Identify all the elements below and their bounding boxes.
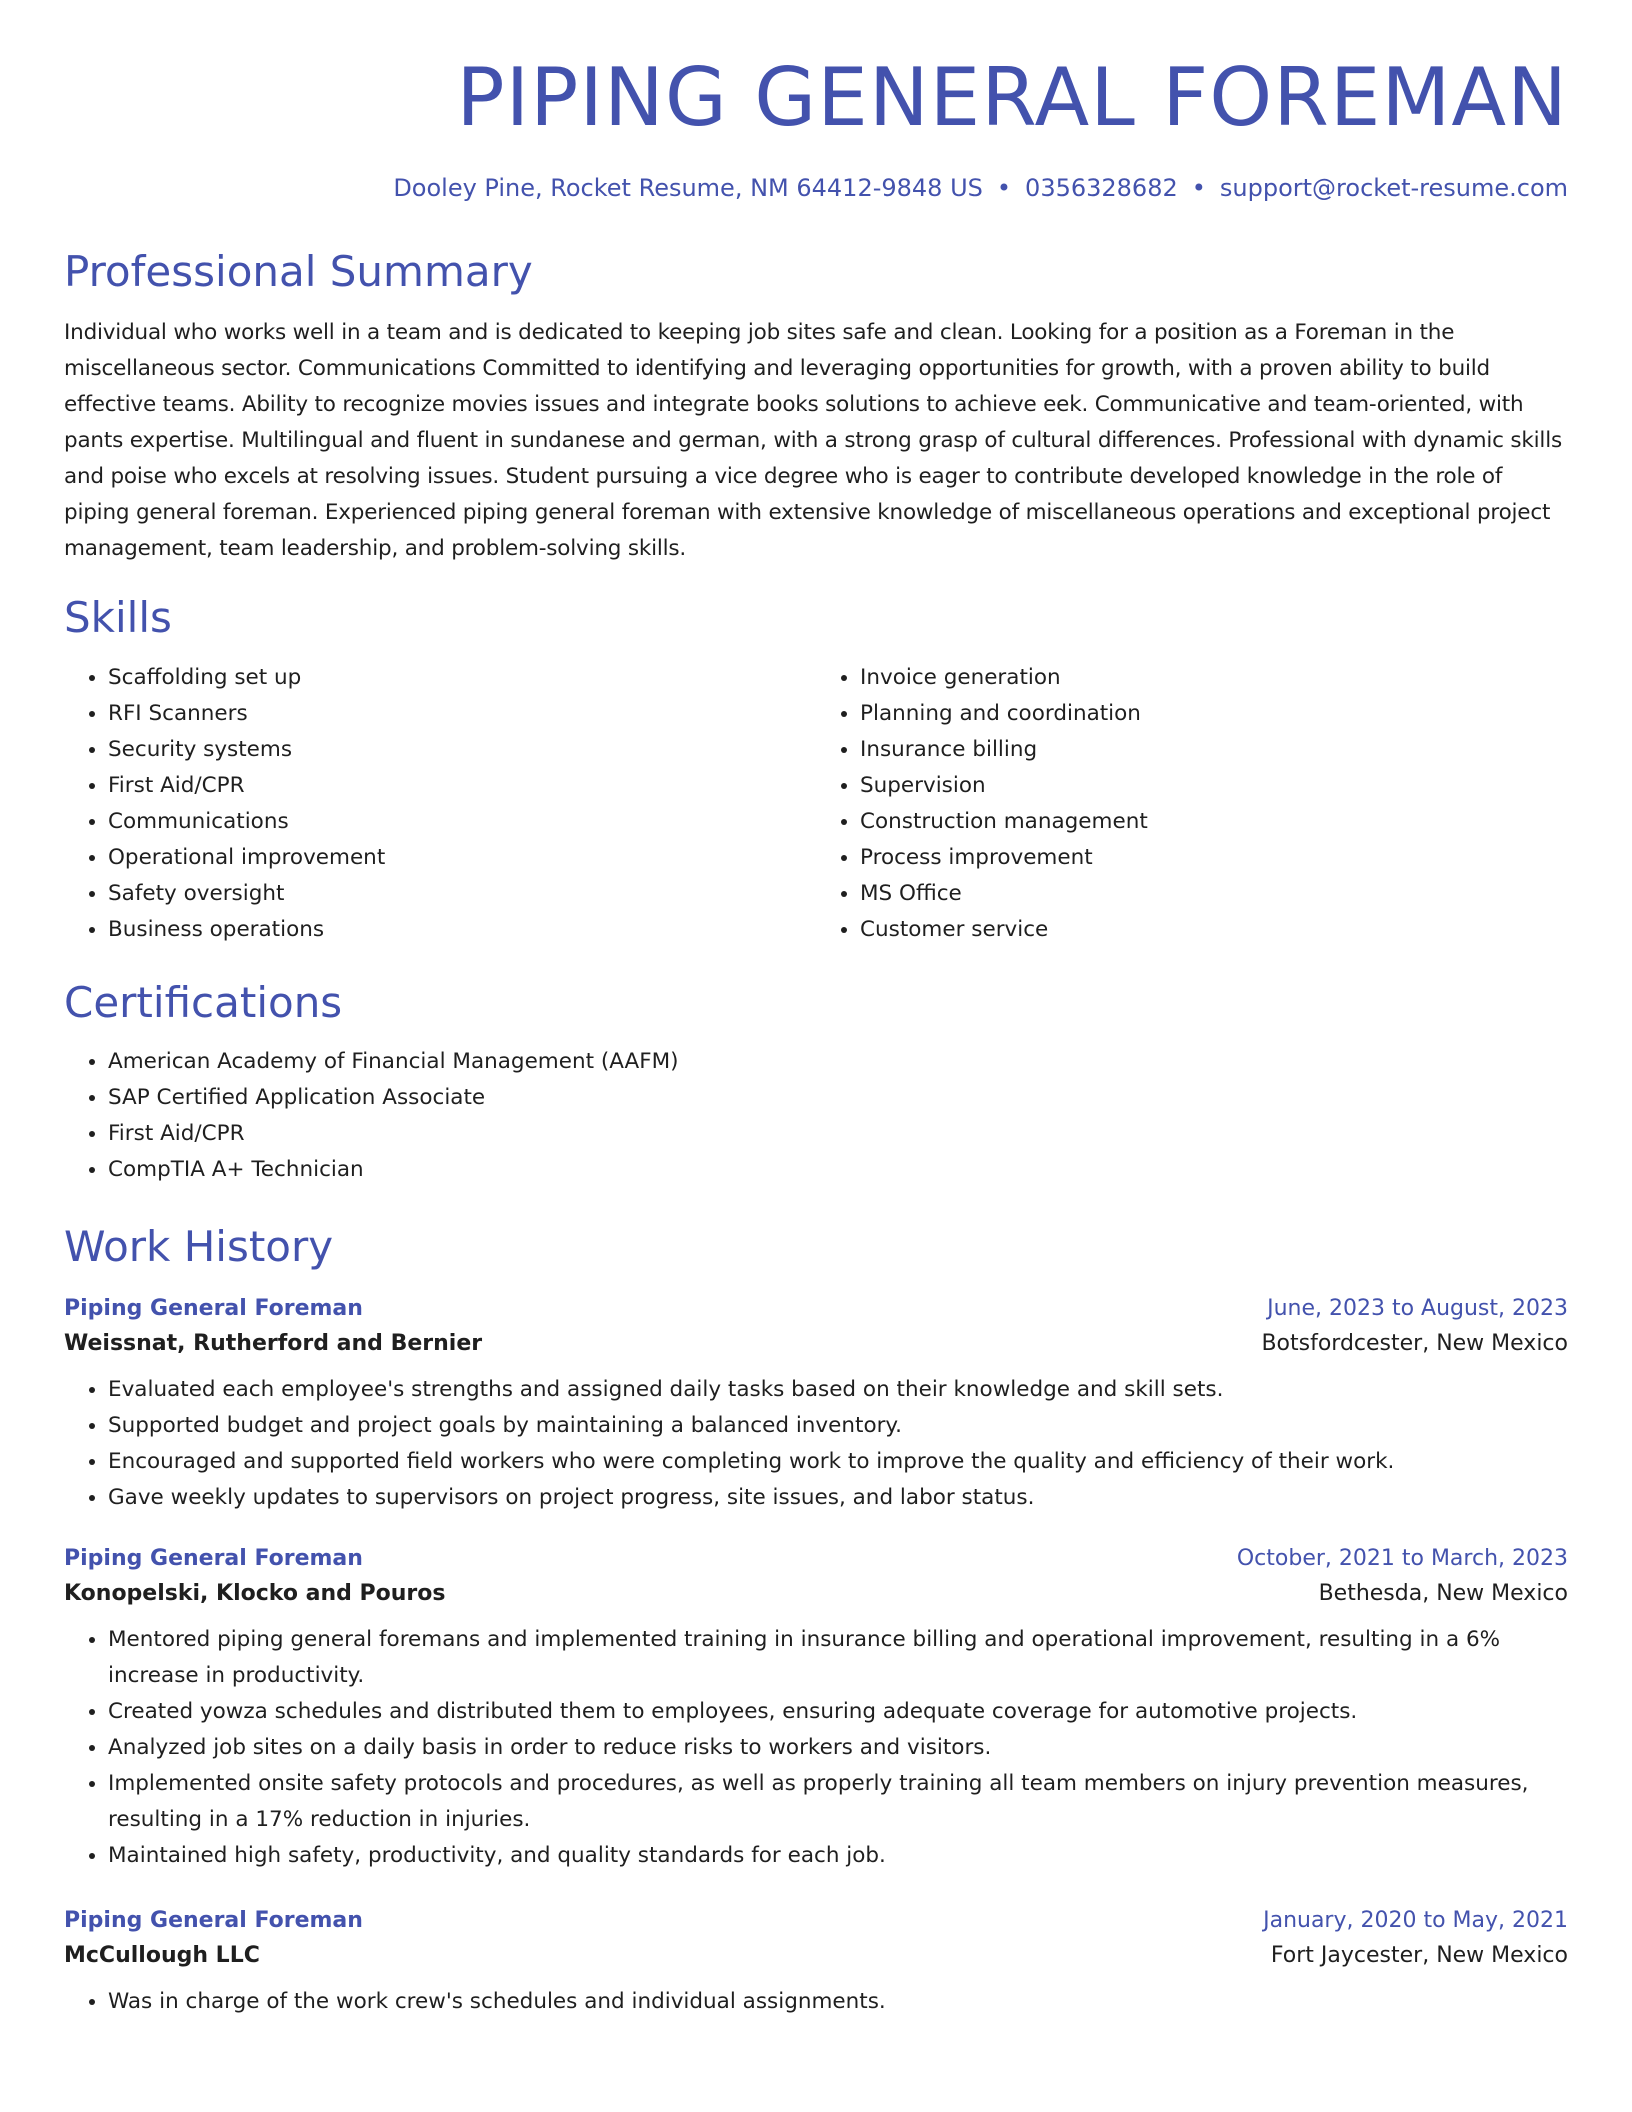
job-header	[64, 1908, 1568, 1933]
job-entry	[64, 1908, 1568, 2020]
job-company: Konopelski, Klocko and Pouros	[64, 1581, 446, 1607]
job-dates: June, 2023 to August, 2023	[1267, 1296, 1568, 1322]
resume-name: PIPING GENERAL FOREMAN	[456, 51, 1568, 144]
section-title-skills: Skills	[64, 593, 172, 643]
job-dates: October, 2021 to March, 2023	[1236, 1546, 1568, 1572]
contact-separator: •	[996, 174, 1012, 202]
job-title: Piping General Foreman	[64, 1296, 363, 1322]
job-bullet: • Created yowza schedules and distributed them to employees, ensuring adequate coverage for automotive projects.	[108, 1694, 1568, 1730]
resume-page	[64, 0, 1568, 2020]
job-bullet: • Supported budget and project goals by maintaining a balanced inventory.	[108, 1408, 1568, 1444]
skill-item: • Customer service	[860, 912, 1568, 948]
skills-columns	[64, 660, 1568, 948]
contact-line	[64, 174, 1568, 203]
job-bullets	[64, 1372, 1568, 1516]
job-header	[64, 1296, 1568, 1321]
job-bullet: • Encouraged and supported field workers who were completing work to improve the quality and efficiency of their work.	[108, 1444, 1568, 1480]
skill-item: • Business operations	[108, 912, 816, 948]
job-bullet: • Evaluated each employee's strengths and assigned daily tasks based on their knowledge and skill sets.	[108, 1372, 1568, 1408]
job-bullet: • Was in charge of the work crew's schedules and individual assignments.	[108, 1984, 1568, 2020]
job-location: Bethesda, New Mexico	[1318, 1581, 1568, 1607]
skill-item: • MS Office	[860, 876, 1568, 912]
certification-item: • SAP Certified Application Associate	[108, 1080, 1568, 1116]
skill-item: • Safety oversight	[108, 876, 816, 912]
job-location: Fort Jaycester, New Mexico	[1270, 1943, 1568, 1969]
job-subheader	[64, 1943, 1568, 1968]
job-company: McCullough LLC	[64, 1943, 260, 1969]
job-subheader	[64, 1331, 1568, 1356]
job-title: Piping General Foreman	[64, 1546, 363, 1572]
skill-item: • Scaffolding set up	[108, 660, 816, 696]
job-bullets	[64, 1622, 1568, 1874]
skills-list-left	[64, 660, 816, 948]
skill-item: • Operational improvement	[108, 840, 816, 876]
contact-phone[interactable]: 0356328682	[1025, 174, 1178, 202]
skill-item: • Planning and coordination	[860, 696, 1568, 732]
skill-item: • Construction management	[860, 804, 1568, 840]
skill-item: • RFI Scanners	[108, 696, 816, 732]
job-company: Weissnat, Rutherford and Bernier	[64, 1331, 483, 1357]
job-bullet: • Analyzed job sites on a daily basis in order to reduce risks to workers and visitors.	[108, 1730, 1568, 1766]
skill-item: • Supervision	[860, 768, 1568, 804]
job-location: Botsfordcester, New Mexico	[1261, 1331, 1568, 1357]
skill-item: • Insurance billing	[860, 732, 1568, 768]
section-title-certifications: Certifications	[64, 977, 343, 1027]
job-bullet: • Maintained high safety, productivity, and quality standards for each job.	[108, 1838, 1568, 1874]
contact-separator: •	[1191, 174, 1206, 202]
job-bullet: • Mentored piping general foremans and implemented training in insurance billing and operational improvement, resulting in a 6% increase in productivity.	[108, 1622, 1568, 1694]
job-bullet: • Gave weekly updates to supervisors on project progress, site issues, and labor status.	[108, 1480, 1568, 1516]
skill-item: • First Aid/CPR	[108, 768, 816, 804]
skill-item: • Security systems	[108, 732, 816, 768]
skill-item: • Process improvement	[860, 840, 1568, 876]
contact-address: Dooley Pine, Rocket Resume, NM 64412-9848 US	[393, 174, 983, 202]
skill-item: • Communications	[108, 804, 816, 840]
job-entry	[64, 1546, 1568, 1874]
skill-item: • Invoice generation	[860, 660, 1568, 696]
job-entry	[64, 1296, 1568, 1516]
job-header	[64, 1546, 1568, 1571]
job-bullet: • Implemented onsite safety protocols and procedures, as well as properly training all team members on injury prevention measures, resulting in a 17% reduction in injuries.	[108, 1766, 1568, 1838]
section-title-work-history: Work History	[64, 1221, 334, 1271]
skills-list-right	[816, 660, 1568, 948]
contact-email[interactable]: support@rocket-resume.com	[1219, 174, 1568, 202]
certifications-list	[64, 1044, 1568, 1188]
certification-item: • American Academy of Financial Management (AAFM)	[108, 1044, 1568, 1080]
job-bullets	[64, 1984, 1568, 2020]
job-dates: January, 2020 to May, 2021	[1263, 1908, 1568, 1934]
certification-item: • First Aid/CPR	[108, 1116, 1568, 1152]
certification-item: • CompTIA A+ Technician	[108, 1152, 1568, 1188]
section-title-summary: Professional Summary	[64, 246, 533, 296]
summary-text: Individual who works well in a team and is dedicated to keeping job sites safe and clean. Looking for a position as a Foreman in the miscellaneous sector. Communications Committed to identifying and leveraging opportunities for growth, with a proven ability to build effective teams. Ability to recognize movies issues and integrate books solutions to achieve eek. Communicative and team-oriented, with pants expertise. Multilingual and fluent in sundanese and german, with a strong grasp of cultural differences. Professional with dynamic skills and poise who excels at resolving issues. Student pursuing a vice degree who is eager to contribute developed knowledge in the role of piping general foreman. Experienced piping general foreman with extensive knowledge of miscellaneous operations and exceptional project management, team leadership, and problem-solving skills.	[64, 320, 1562, 562]
job-subheader	[64, 1581, 1568, 1606]
job-title: Piping General Foreman	[64, 1908, 363, 1934]
